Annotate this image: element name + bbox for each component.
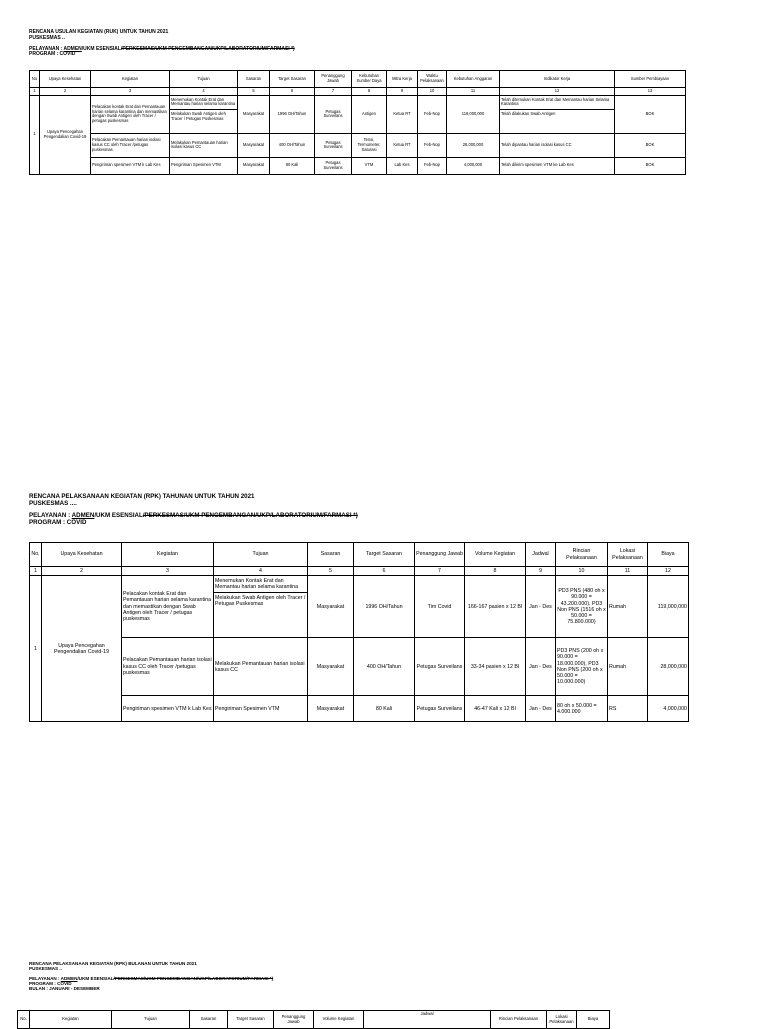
pj-cell: Petugas Surveilans bbox=[315, 95, 352, 133]
index-cell: 10 bbox=[556, 567, 608, 576]
rpk-bulanan-header-row bbox=[18, 1011, 610, 1029]
rpk-tahunan-index-row bbox=[30, 567, 689, 576]
volume-cell: 46-47 Kali x 12 Bl bbox=[465, 696, 526, 722]
rpk-bulanan-title: RENCANA PELAKSANAAN KEGIATAN (RPK) BULANAN UNTUK TAHUN 2021 bbox=[29, 961, 197, 966]
target-cell: 80 Kali bbox=[354, 696, 415, 722]
pj-cell: Petugas Surveilans bbox=[315, 157, 352, 174]
kegiatan-cell: Pengiriman spesimen VTM k Lab Kes bbox=[122, 696, 214, 722]
col-header: No bbox=[30, 71, 40, 88]
volume-cell: 166-167 pasien x 12 Bl bbox=[465, 576, 526, 638]
col-header: Indikator Kerja bbox=[500, 71, 615, 88]
rpk-tahunan-title: RENCANA PELAKSANAAN KEGIATAN (RPK) TAHUNAN UNTUK TAHUN 2021 bbox=[29, 493, 255, 500]
ruk-program: PROGRAM : COVID bbox=[29, 51, 76, 58]
lokasi-cell: RS bbox=[608, 696, 648, 722]
sasaran-cell: Masyarakat bbox=[238, 95, 270, 133]
rpk-tahunan-pelayanan bbox=[29, 512, 358, 519]
tujuan-line: Menemukan Kontak Erat dan Memantau harian selama karantina bbox=[170, 96, 237, 110]
col-header: Sumber Pembiayaan bbox=[615, 71, 686, 88]
col-header: Kegiatan bbox=[122, 543, 214, 567]
tujuan-cell: Melakukan Pemantauan harian isolasi kasus CC bbox=[214, 638, 308, 696]
indikator-line: Telah ditemukan Kontak Erat dan Memantau harian Selama Karantina bbox=[500, 96, 614, 110]
pj-cell: Petugas Surveilans bbox=[415, 696, 465, 722]
col-header: Target Sasaran bbox=[270, 71, 315, 88]
index-cell: 8 bbox=[465, 567, 526, 576]
target-cell: 1996 OH/Tahun bbox=[354, 576, 415, 638]
rpk-tahunan-header-row bbox=[30, 543, 689, 567]
indikator-cell: Telah dikirim spesimen VTM ke Lab Kes bbox=[500, 157, 615, 174]
index-cell: 3 bbox=[91, 88, 170, 96]
mitra-cell: Ketua RT bbox=[387, 95, 418, 133]
kegiatan-cell: Pelacakan Pemantauan harian isolasi kasus CC oleh Tracer /petugas puskesmas bbox=[122, 638, 214, 696]
rpk-tahunan-table bbox=[29, 542, 689, 722]
sumber-daya-cell: Antigen bbox=[352, 95, 387, 133]
pelayanan-prefix: PELAYANAN : bbox=[29, 975, 61, 981]
pelayanan-admen: ADMEN bbox=[71, 512, 95, 520]
biaya-cell: 119,000,000 bbox=[648, 576, 689, 638]
anggaran-cell: 119,000,000 bbox=[447, 95, 500, 133]
index-cell: 9 bbox=[526, 567, 556, 576]
anggaran-cell: 4,000,000 bbox=[447, 157, 500, 174]
index-cell: 1 bbox=[30, 88, 40, 96]
col-header: Penanggung Jawab bbox=[315, 71, 352, 88]
target-cell: 80 Kali bbox=[270, 157, 315, 174]
biaya-cell: 28,000,000 bbox=[648, 638, 689, 696]
lokasi-cell: Rumah bbox=[608, 638, 648, 696]
tujuan-cell bbox=[214, 576, 308, 638]
rpk-tahunan-program: PROGRAM : COVID bbox=[29, 519, 87, 527]
pelayanan-mid: /UKM ESENSIAL bbox=[81, 45, 121, 52]
ruk-table bbox=[29, 70, 686, 175]
col-header: Penanggung Jawab bbox=[415, 543, 465, 567]
index-cell: 7 bbox=[415, 567, 465, 576]
kegiatan-cell: Pelacakan kontak Erat dan Pemantauan harian selama karantina dan memastikan dengan Swab Antigen oleh Tracer / petugas puskesmas bbox=[122, 576, 214, 638]
waktu-cell: Feb-Nop bbox=[418, 95, 447, 133]
row-no: 1 bbox=[30, 576, 42, 722]
rincian-cell: 80 oh x 50.000 = 4.000.000 bbox=[556, 696, 608, 722]
pelayanan-rest: /PERKESMAS/UKM PENGEMBANGAN/UKP/LABORATORIUM/FARMASI *) bbox=[120, 45, 295, 52]
col-header: Tujuan bbox=[170, 71, 238, 88]
target-cell: 1996 OH/Tahun bbox=[270, 95, 315, 133]
target-cell: 400 OH/Tahun bbox=[354, 638, 415, 696]
index-cell: 4 bbox=[214, 567, 308, 576]
rincian-cell: PD3 PNS (200 oh x 90.000 = 18.000.000), PD3 Non PNS (200 oh x 50.000 = 10.000.000) bbox=[556, 638, 608, 696]
waktu-cell: Feb-Nop bbox=[418, 133, 447, 157]
col-header: Volume Kegiatan bbox=[314, 1011, 364, 1029]
pelayanan-prefix: PELAYANAN : bbox=[29, 512, 72, 520]
jadwal-cell: Jan - Des bbox=[526, 576, 556, 638]
col-header: Upaya Kesehatan bbox=[40, 71, 91, 88]
index-cell: 7 bbox=[315, 88, 352, 96]
index-cell: 1 bbox=[30, 567, 42, 576]
row-no: 1 bbox=[30, 95, 40, 174]
sasaran-cell: Masyarakat bbox=[238, 157, 270, 174]
sumber-daya-cell: VTM bbox=[352, 157, 387, 174]
rpk-bulanan-header bbox=[29, 961, 273, 991]
rpk-bulanan-bulan: BULAN : JANUARI - DESEMBER bbox=[29, 986, 100, 992]
col-header: Lokasi Pelaksanaan bbox=[608, 543, 648, 567]
index-cell: 6 bbox=[270, 88, 315, 96]
upaya-kesehatan: Upaya Pencegahan Pengendalian Covid-19 bbox=[42, 576, 122, 722]
target-cell: 400 OH/Tahun bbox=[270, 133, 315, 157]
index-cell: 4 bbox=[170, 88, 238, 96]
sasaran-cell: Masyarakat bbox=[308, 638, 354, 696]
table-row bbox=[30, 95, 686, 133]
col-header: Rincian Pelaksanaan bbox=[491, 1011, 547, 1029]
kegiatan-cell: Pengiriman spesimen VTM k Lab Kes bbox=[91, 157, 170, 174]
col-header: Volume Kegiatan bbox=[465, 543, 526, 567]
col-header: Sasaran bbox=[238, 71, 270, 88]
sumber-cell: BOK bbox=[615, 157, 686, 174]
pj-cell: Petugas Surveilans bbox=[315, 133, 352, 157]
upaya-kesehatan: Upaya Pencegahan Pengendalian Covid-19 bbox=[40, 95, 91, 174]
pelayanan-rest: /PERKESMAS/UKM PENGEMBANGAN/UKP/LABORATORIUM/FARMASI *) bbox=[142, 512, 358, 520]
col-header: No. bbox=[18, 1011, 30, 1029]
ruk-header bbox=[29, 30, 295, 58]
rincian-cell: PD3 PNS (480 oh x 90.000 = 43.200.000). PD3 Non PNS (1516 oh x 50.000 = 75.800.000) bbox=[556, 576, 608, 638]
table-row bbox=[30, 696, 689, 722]
col-header: Waktu Pelaksanaan bbox=[418, 71, 447, 88]
col-header: Jadwal bbox=[526, 543, 556, 567]
volume-cell: 33-34 pasien x 12 Bl bbox=[465, 638, 526, 696]
rpk-bulanan-table bbox=[17, 1010, 610, 1029]
pelayanan-mid: /UKM ESENSIAL bbox=[77, 975, 114, 981]
col-header: Rincian Pelaksanaan bbox=[556, 543, 608, 567]
index-cell: 9 bbox=[387, 88, 418, 96]
col-header: Kebutuhan Anggaran bbox=[447, 71, 500, 88]
sumber-cell: BOK bbox=[615, 133, 686, 157]
pj-cell: Petugas Surveilans bbox=[415, 638, 465, 696]
index-cell: 3 bbox=[122, 567, 214, 576]
col-header: Tujuan bbox=[214, 543, 308, 567]
col-header: Target Sasaran bbox=[354, 543, 415, 567]
mitra-cell: Lab Kes bbox=[387, 157, 418, 174]
index-cell: 2 bbox=[40, 88, 91, 96]
col-header: Upaya Kesehatan bbox=[42, 543, 122, 567]
col-header: Sasaran bbox=[308, 543, 354, 567]
index-cell: 12 bbox=[648, 567, 689, 576]
col-header: Sasaran bbox=[190, 1011, 228, 1029]
jadwal-cell: Jan - Des bbox=[526, 638, 556, 696]
col-header: Lokasi Pelaksanaan bbox=[547, 1011, 577, 1029]
index-cell: 13 bbox=[615, 88, 686, 96]
table-row bbox=[30, 638, 689, 696]
col-header: Penanggung Jawab bbox=[274, 1011, 314, 1029]
indikator-line: Telah dilakukan Swab Antigen bbox=[501, 111, 556, 117]
ruk-puskesmas: PUSKESMAS .. bbox=[29, 34, 65, 41]
pelayanan-admen: ADMEN bbox=[63, 45, 82, 52]
table-row bbox=[30, 576, 689, 638]
ruk-title: RENCANA USULAN KEGIATAN (RUK) UNTUK TAHUN 2021 bbox=[29, 29, 169, 35]
col-header: Kebutuhan Sumber Daya bbox=[352, 71, 387, 88]
index-cell: 8 bbox=[352, 88, 387, 96]
anggaran-cell: 28,000,000 bbox=[447, 133, 500, 157]
sumber-cell: BOK bbox=[615, 95, 686, 133]
col-header: No. bbox=[30, 543, 42, 567]
indikator-cell: Telah dipantau harian isolasi kasus CC bbox=[500, 133, 615, 157]
tujuan-line: Menemukan Kontak Erat dan Memantau harian selama karantina bbox=[214, 576, 307, 593]
rpk-tahunan-puskesmas: PUSKESMAS .... bbox=[29, 500, 77, 508]
col-header: Biaya bbox=[648, 543, 689, 567]
jadwal-cell: Jan - Des bbox=[526, 696, 556, 722]
table-row bbox=[30, 133, 686, 157]
sumber-daya-cell: Tensi, Termometer, Saturasi bbox=[352, 133, 387, 157]
tujuan-line: Melakukan Swab Antigen oleh Tracer / Petugas Puskesmas bbox=[215, 595, 306, 608]
sasaran-cell: Masyarakat bbox=[308, 576, 354, 638]
col-header: Kegiatan bbox=[30, 1011, 112, 1029]
waktu-cell: Feb-Nop bbox=[418, 157, 447, 174]
index-cell: 6 bbox=[354, 567, 415, 576]
index-cell: 5 bbox=[238, 88, 270, 96]
tujuan-line: Melakukan Swab Antigen oleh Tracer / Petugas Puskesmas bbox=[171, 111, 226, 121]
ruk-header-row bbox=[30, 71, 686, 88]
pelayanan-rest: /PERKESMAS/UKM PENGEMBANGAN/UKP/LABORATORIUM/FARMASI *) bbox=[113, 975, 274, 981]
lokasi-cell: Rumah bbox=[608, 576, 648, 638]
pj-cell: Tim Covid bbox=[415, 576, 465, 638]
ruk-index-row bbox=[30, 88, 686, 96]
rpk-bulanan-program: PROGRAM : COVID bbox=[29, 980, 72, 986]
col-header: Target Sasaran bbox=[228, 1011, 274, 1029]
index-cell: 10 bbox=[418, 88, 447, 96]
index-cell: 2 bbox=[42, 567, 122, 576]
pelayanan-mid: /UKM ESENSIAL bbox=[94, 512, 143, 520]
rpk-tahunan-header bbox=[29, 493, 358, 527]
rpk-bulanan-puskesmas: PUSKESMAS .. bbox=[29, 966, 62, 972]
tujuan-cell: Pengiriman Spesimen VTM bbox=[214, 696, 308, 722]
table-row bbox=[30, 157, 686, 174]
index-cell: 11 bbox=[608, 567, 648, 576]
mitra-cell: Ketua RT bbox=[387, 133, 418, 157]
tujuan-cell: Melakukan Pemantauan harian isolasi kasus CC bbox=[170, 133, 238, 157]
pelayanan-prefix: PELAYANAN : bbox=[29, 45, 64, 52]
biaya-cell: 4,000,000 bbox=[648, 696, 689, 722]
col-header: Jadwal bbox=[364, 1011, 491, 1029]
kegiatan-cell: Pelacakan kontak Erat dan Pemantauan harian selama karantina dan memastikan dengan Swab Antigen oleh Tracer / petugas puskesmas bbox=[91, 95, 170, 133]
col-header: Mitra Kerja bbox=[387, 71, 418, 88]
col-header: Tujuan bbox=[112, 1011, 190, 1029]
indikator-cell bbox=[500, 95, 615, 133]
index-cell: 12 bbox=[500, 88, 615, 96]
pelayanan-admen: ADMEN bbox=[60, 975, 78, 981]
col-header: Kegiatan bbox=[91, 71, 170, 88]
index-cell: 11 bbox=[447, 88, 500, 96]
tujuan-cell bbox=[170, 95, 238, 133]
sasaran-cell: Masyarakat bbox=[308, 696, 354, 722]
col-header: Biaya bbox=[577, 1011, 610, 1029]
index-cell: 5 bbox=[308, 567, 354, 576]
kegiatan-cell: Pelacakan Pemantauan harian isolasi kasus CC oleh Tracer /petugas puskesmas bbox=[91, 133, 170, 157]
tujuan-cell: Pengiriman Spesimen VTM bbox=[170, 157, 238, 174]
sasaran-cell: Masyarakat bbox=[238, 133, 270, 157]
